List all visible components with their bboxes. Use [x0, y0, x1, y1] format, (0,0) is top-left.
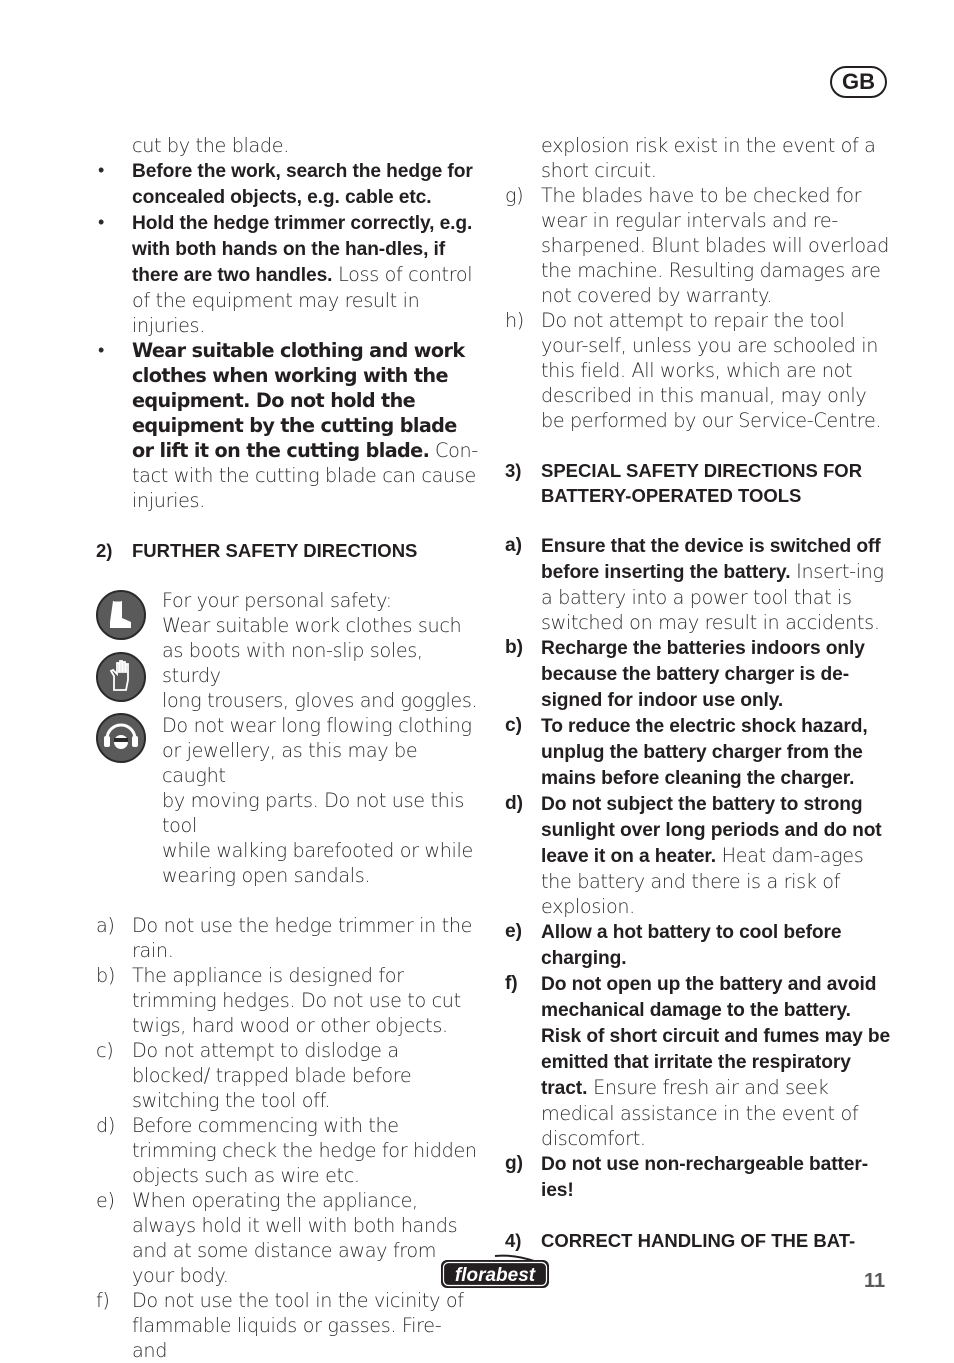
protective-glove-icon — [96, 652, 146, 702]
list-item — [96, 963, 482, 1038]
battery-rule-item — [505, 971, 895, 1151]
personal-safety-text — [156, 588, 482, 888]
safety-icons — [96, 588, 156, 788]
section-number: 2) — [96, 540, 113, 561]
list-marker: b) — [96, 964, 115, 987]
personal-safety-block — [96, 588, 482, 888]
bullet-bold-text: Wear suitable clothing and work clothes when working with the equipment. Do not hold the equipment by the cutting blade or lift it on the cutting blade. — [132, 339, 465, 462]
bullet-bold-text: Hold the hedge trimmer correctly, e.g. with both hands on the han-dles, if there are two handles. — [132, 213, 473, 286]
list-marker: c) — [96, 1039, 114, 1062]
section-number: 4) — [505, 1230, 522, 1251]
list-marker: e) — [96, 1189, 115, 1212]
list-item — [96, 1288, 482, 1363]
battery-rule-item — [505, 791, 895, 919]
list-item — [96, 1038, 482, 1113]
safety-line: as boots with non-slip soles, sturdy — [162, 639, 423, 687]
bullet-item — [96, 158, 482, 210]
list-marker: d) — [505, 793, 523, 814]
bullet-text: Loss of control of the equipment may result in injuries. — [132, 263, 473, 337]
safety-line: by moving parts. Do not use this tool — [162, 789, 465, 837]
brand-logo-text: florabest — [454, 1265, 536, 1286]
section-title: CORRECT HANDLING OF THE BAT- — [541, 1230, 856, 1251]
list-marker: g) — [505, 1153, 523, 1174]
rule-bold-text: Do not subject the battery to strong sunlight over long periods and do not leave it on a heater. — [541, 794, 882, 867]
safety-line: wearing open sandals. — [162, 864, 371, 887]
list-item — [96, 1113, 482, 1188]
section-title: SPECIAL SAFETY DIRECTIONS FOR BATTERY-OPERATED TOOLS — [541, 460, 863, 506]
bullet-marker: • — [98, 160, 104, 181]
rule-bold-text: Allow a hot battery to cool before charging. — [541, 922, 842, 969]
right-column — [505, 133, 895, 1253]
list-item — [96, 913, 482, 963]
bullet-item — [96, 210, 482, 338]
list-marker: b) — [505, 637, 523, 658]
list-item — [505, 183, 895, 308]
list-text: Do not use the hedge trimmer in the rain. — [132, 914, 473, 962]
section-title: FURTHER SAFETY DIRECTIONS — [132, 540, 418, 561]
list-marker: a) — [96, 914, 115, 937]
list-text: Do not attempt to dislodge a blocked/ trapped blade before switching the tool off. — [132, 1039, 412, 1112]
battery-rule-item — [505, 1151, 895, 1203]
list-item — [505, 308, 895, 433]
continuation-text: explosion risk exist in the event of a short circuit. — [541, 134, 876, 182]
list-text: Do not use the tool in the vicinity of flammable liquids or gasses. Fire- and — [132, 1289, 464, 1362]
bullet-text: Con-tact with the cutting blade can cause injuries. — [132, 439, 478, 512]
rule-bold-text: Do not use non-rechargeable batter-ies! — [541, 1154, 868, 1201]
list-marker: g) — [505, 184, 524, 207]
safety-boot-icon — [96, 590, 146, 640]
list-text: Before commencing with the trimming check the hedge for hidden objects such as wire etc. — [132, 1114, 477, 1187]
battery-rule-item — [505, 533, 895, 635]
list-text: Do not attempt to repair the tool your-self, unless you are schooled in this field. All works, which are not described in this manual, may only be performed by our Service-Centre. — [541, 309, 882, 432]
safety-line: Wear suitable work clothes such — [162, 614, 462, 637]
rule-text: Heat dam-ages the battery and there is a risk of explosion. — [541, 844, 864, 918]
list-marker: d) — [96, 1114, 115, 1137]
rule-bold-text: Do not open up the battery and avoid mechanical damage to the battery. Risk of short circuit and fumes may be emitted that irritate the respiratory tract. — [541, 974, 891, 1099]
list-text: The blades have to be checked for wear in regular intervals and re-sharpened. Blunt blades will overload the machine. Resulting damages are not covered by warranty. — [541, 184, 889, 307]
battery-rule-item — [505, 635, 895, 713]
bullet-bold-text: Before the work, search the hedge for concealed objects, e.g. cable etc. — [132, 161, 473, 208]
list-marker: h) — [505, 309, 524, 332]
list-text: The appliance is designed for trimming hedges. Do not use to cut twigs, hard wood or other objects. — [132, 964, 461, 1037]
rule-bold-text: To reduce the electric shock hazard, unplug the battery charger from the mains before cleaning the charger. — [541, 716, 868, 789]
rule-text: Insert-ing a battery into a power tool that is switched on may result in accidents. — [541, 560, 884, 634]
section-number: 3) — [505, 460, 522, 481]
list-marker: e) — [505, 921, 522, 942]
safety-line: while walking barefooted or while — [162, 839, 473, 862]
bullet-item — [96, 338, 482, 513]
ear-eye-protection-icon — [96, 713, 146, 763]
safety-line: or jewellery, as this may be caught — [162, 739, 418, 787]
bullet-marker: • — [98, 212, 104, 233]
list-item — [96, 1188, 482, 1288]
safety-line: Do not wear long flowing clothing — [162, 714, 472, 737]
bullet-marker: • — [98, 340, 104, 361]
rule-text: Ensure fresh air and seek medical assistance in the event of discomfort. — [541, 1076, 859, 1150]
page-number: 11 — [864, 1270, 886, 1292]
list-marker: a) — [505, 535, 522, 556]
section-heading-further-safety — [96, 538, 482, 563]
battery-rule-item — [505, 919, 895, 971]
intro-continuation: cut by the blade. — [132, 134, 289, 157]
list-marker: c) — [505, 715, 522, 736]
safety-line: long trousers, gloves and goggles. — [162, 689, 478, 712]
list-marker: f) — [505, 973, 518, 994]
rule-bold-text: Ensure that the device is switched off before inserting the battery. — [541, 536, 881, 583]
battery-rule-item — [505, 713, 895, 791]
list-marker: f) — [96, 1289, 110, 1312]
list-text: When operating the appliance, always hold it well with both hands and at some distance away from your body. — [132, 1189, 458, 1287]
section-heading-battery-safety — [505, 458, 895, 508]
rule-bold-text: Recharge the batteries indoors only because the battery charger is de-signed for indoor use only. — [541, 638, 865, 711]
florabest-logo — [440, 1254, 550, 1290]
language-badge: GB — [830, 66, 887, 98]
left-column — [96, 133, 482, 1363]
safety-line: For your personal safety: — [162, 589, 392, 612]
section-heading-battery-handling — [505, 1228, 895, 1253]
